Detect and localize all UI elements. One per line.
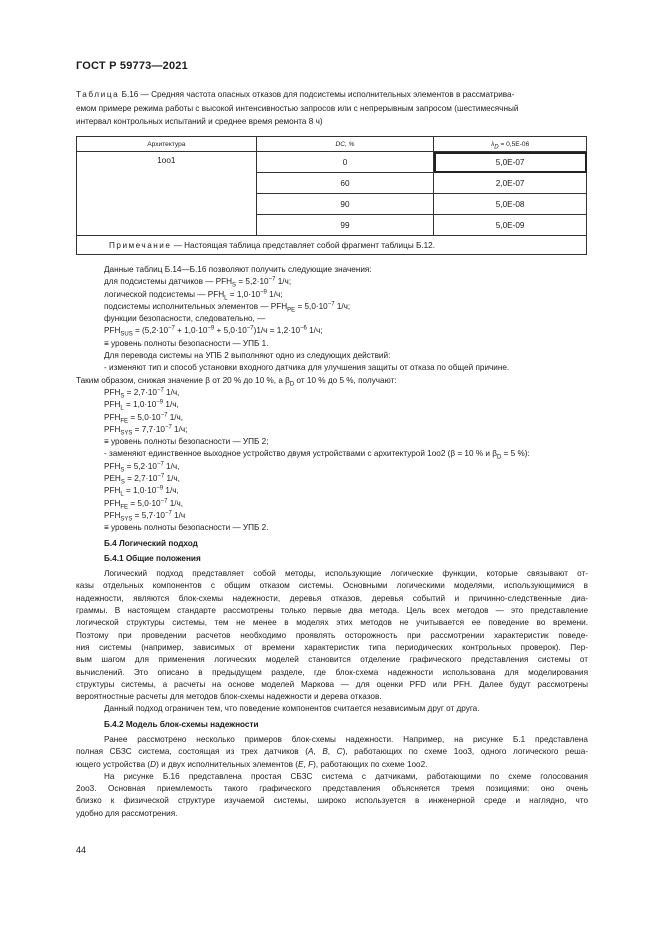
paragraph-line: ния системы (например, зависимых от времени характеристик типа периодических контрольных проверок). Пер- — [76, 642, 588, 652]
dc-cell: 0 — [256, 152, 434, 173]
paragraph-line: Поэтому при проведении расчетов необходимо проявлять осторожность при рассмотрении характеристик поведе- — [76, 630, 588, 640]
paragraph-line: вым шагом для применения логических моделей становится отделение графического представления системы от — [76, 655, 588, 665]
header-lambda: $\lambda_D = 0,5E-06$ — [434, 137, 587, 152]
text-line: ≡ уровень полноты безопасности — УПБ 1. — [104, 338, 269, 348]
table-caption: Таблица Б.16 — Средняя частота опасных отказов для подсистемы исполнительных элементов в рассматрива- емом примере режима работы с высокой интенсивностью запросов или с непрерывным запросом (шестимесячный интервал контрольных испытаний и среднее время ремонта 8 ч) — [76, 90, 519, 127]
formula-line: $PFH_L = 1,0\cdot 10^{-9}$ 1/ч, — [104, 399, 179, 412]
paragraph-line: логической структуры системы, тем не менее в моделях этих методов не учитывается ее поведение во времени. — [76, 618, 588, 628]
paragraph-line: надежности, являются блок-схемы надежности, деревья отказов, деревья событий и причинно-следственные диа- — [76, 593, 588, 603]
paragraph-line: близко к физической структуре изучаемой системы, широко используется в инженерной среде и наглядно, что — [76, 796, 588, 806]
formula-line: $PFH_L = 1,0\cdot 10^{-9}$ 1/ч, — [104, 485, 179, 498]
body-text — [76, 264, 588, 820]
header-dc: DC, % — [256, 137, 434, 152]
architecture-cell: 1oo1 — [77, 152, 257, 236]
text-line: ≡ уровень полноты безопасности — УПБ 2; — [104, 437, 269, 447]
value-cell: 5,0E-08 — [434, 194, 587, 215]
value-cell-selected[interactable]: 5,0E-07 — [434, 152, 587, 173]
table-note: Примечание — Настоящая таблица представляет собой фрагмент таблицы Б.12. — [77, 236, 587, 255]
paragraph-line: граммы. В настоящем стандарте рассмотрены только первые два метода. Цель всех методов — это представление — [76, 606, 588, 616]
text-line: ≡ уровень полноты безопасности — УПБ 2. — [104, 523, 269, 533]
subsection-heading: Б.4.2 Модель блок-схемы надежности — [104, 719, 259, 729]
paragraph-line: 2oo3. Основная приемлемость такого графического представления объясняется тремя позициями: оно очень — [76, 784, 588, 794]
text-line: Для перевода системы на УПБ 2 выполняют одно из следующих действий: — [104, 351, 391, 361]
formula-line: $PEH_S = 2,7\cdot 10^{-7}$ 1/ч, — [104, 473, 180, 486]
paragraph-line: вероятностные расчеты для методов блок-схемы надежности и дерева отказов. — [76, 692, 382, 702]
formula-line: $PFH_{FE} = 5,0\cdot 10^{-7}$ 1/ч, — [104, 411, 184, 425]
paragraph-line: Логический подход представляет собой методы, использующие логические функции, которые связывают от- — [104, 569, 588, 579]
text-line: функции безопасности, следовательно, — — [104, 314, 266, 324]
failure-rate-table — [76, 136, 587, 255]
paragraph-line: Ранее рассмотрено несколько примеров блок-схемы надежности. Например, на рисунке Б.1 представлена — [104, 734, 588, 744]
formula-line: $PFH_S = 5,2\cdot 10^{-7}$ 1/ч, — [104, 461, 180, 474]
table-note-row — [77, 236, 587, 255]
paragraph-line: удобно для рассмотрения. — [76, 808, 178, 818]
paragraph-line: На рисунке Б.16 представлена простая СБЗС система с датчиками, работающими по схеме голосования — [104, 771, 588, 781]
text-line: - заменяют единственное выходное устройство двумя устройствами с архитектурой 1oo2 (β = 10 % и $\beta_D = 5$ %): — [104, 449, 530, 462]
standard-header: ГОСТ Р 59773—2021 — [76, 60, 188, 72]
paragraph-line: ющего устройства (D) и двух исполнительных элементов (E, F), работающих по схеме 1oo2. — [76, 759, 428, 769]
text-line: подсистемы исполнительных элементов — $PFH_{PE} = 5,0\cdot 10^{-7}$ 1/ч; — [104, 301, 351, 314]
formula-line: $PFH_{SYS} = 5,7\cdot 10^{-7}$ 1/ч — [104, 510, 186, 523]
paragraph-line: полная СБЗС система, состоящая из трех датчиков (A, B, C), работающих по схеме 1oo3, одного логического реша- — [76, 747, 588, 757]
header-architecture: Архитектура — [77, 137, 257, 152]
value-cell: 5,0E-09 — [434, 215, 587, 236]
page-number: 44 — [76, 845, 87, 855]
paragraph-line: казы отдельных компонентов с общим отказом системы. Основными логическими моделями, использующимися в — [76, 581, 588, 591]
text-line: - изменяют тип и способ установки входного датчика для улучшения защиты от отказа по общей причине. — [104, 363, 510, 373]
dc-cell: 60 — [256, 173, 434, 194]
text-line: логической подсистемы — $PFH_L = 1,0\cdot 10^{-9}$ 1/ч; — [104, 288, 283, 302]
formula-line: $PFH_S = 2,7\cdot 10^{-7}$ 1/ч, — [104, 387, 180, 400]
table-row — [77, 152, 587, 173]
table-header-row — [77, 137, 587, 152]
text-line: для подсистемы датчиков — $PFH_S = 5,2\cdot 10^{-7}$ 1/ч; — [104, 276, 292, 289]
value-cell: 2,0E-07 — [434, 173, 587, 194]
text-line: Данные таблиц Б.14—Б.16 позволяют получить следующие значения: — [104, 265, 372, 274]
text-line: Таким образом, снижая значение β от 20 % до 10 %, а $\beta_D$ от 10 % до 5 %, получают: — [76, 375, 397, 388]
paragraph-line: вычислений. Это описано в предыдущем разделе, где блок-схема надежности использована для моделирования — [76, 667, 588, 677]
subsection-heading: Б.4.1 Общие положения — [104, 553, 201, 563]
formula-line: $PFH_{SYS} = 7,7\cdot 10^{-7}$ 1/ч; — [104, 424, 188, 437]
dc-cell: 99 — [256, 215, 434, 236]
formula-line: $PFH_{FE} = 5,0\cdot 10^{-7}$ 1/ч, — [104, 497, 184, 511]
formula-line: $PFH_{SUS} = (5,2\cdot 10^{-7} + 1,0\cdot 10^{-9} + 5,0\cdot 10^{-7})1/ч = 1,2\cdot 10^{-6}$ 1/ч; — [104, 325, 323, 339]
dc-cell: 90 — [256, 194, 434, 215]
section-heading: Б.4 Логический подход — [104, 538, 198, 548]
paragraph-line: Данный подход ограничен тем, что поведение компонентов считается независимым друг от друга. — [104, 704, 480, 714]
caption-label: Таблица — [76, 90, 120, 99]
paragraph-line: структуры системы, а расчеты на основе моделей Маркова — для оценки PFD или PFH. Далее будут рассмотрены — [76, 679, 588, 689]
